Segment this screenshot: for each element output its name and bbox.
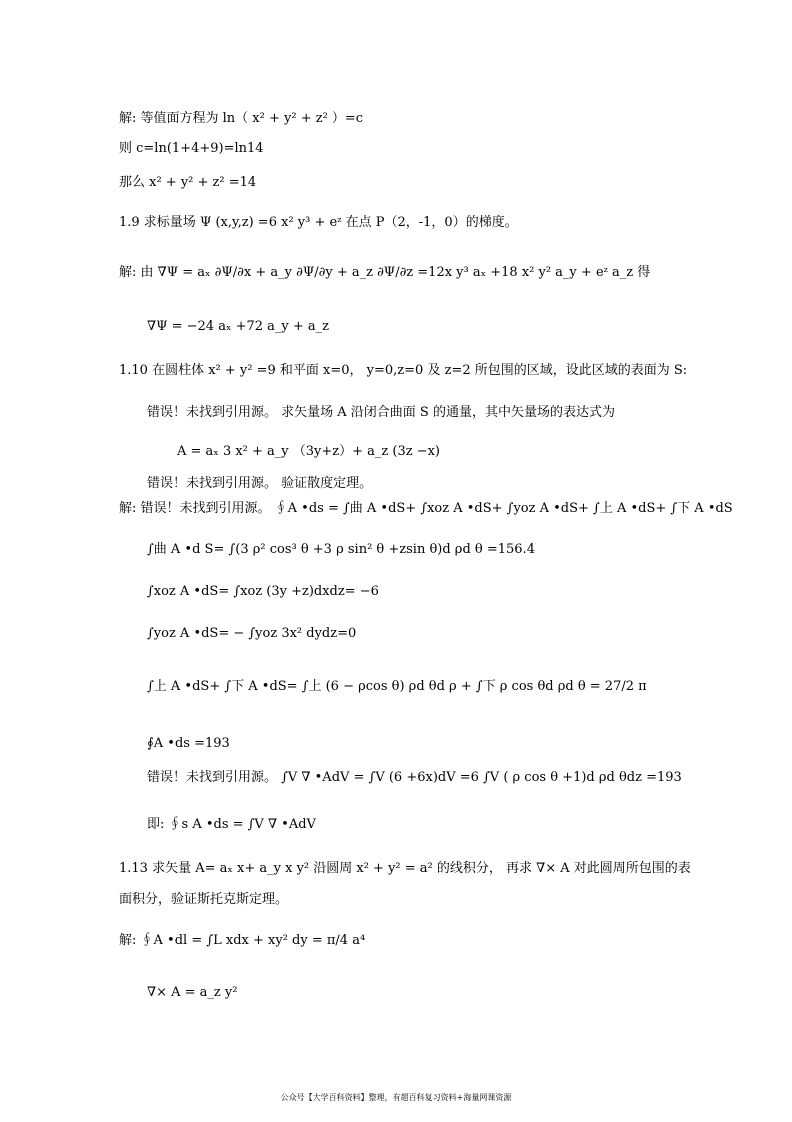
text-line: 解: 由 ∇Ψ = aₓ ∂Ψ/∂x + a_y ∂Ψ/∂y + a_z ∂Ψ/∂z =12x y³ aₓ +18 x² y² a_y + eᶻ a_z 得 bbox=[119, 265, 651, 280]
text-line: 那么 x² + y² + z² =14 bbox=[119, 175, 257, 190]
text-line: ∫上 A •dS+ ∫下 A •dS= ∫上 (6 − ρcos θ) ρd θd ρ + ∫下 ρ cos θd ρd θ = 27/2 π bbox=[147, 679, 647, 694]
page-footer: 公众号【大学百科资料】整理，有超百科复习资料+海量网课资源 bbox=[280, 1093, 512, 1102]
text-line: 1.10 在圆柱体 x² + y² =9 和平面 x=0， y=0,z=0 及 z=2 所包围的区域，设此区域的表面为 S: bbox=[119, 363, 688, 378]
text-line: 即: ∮s A •ds = ∫V ∇ •AdV bbox=[147, 817, 316, 832]
text-line: 解: 等值面方程为 ln（ x² + y² + z² ）=c bbox=[119, 111, 364, 126]
text-line: 1.9 求标量场 Ψ (x,y,z) =6 x² y³ + eᶻ 在点 P（2，-1，0）的梯度。 bbox=[119, 215, 518, 230]
text-line: ∇Ψ = −24 aₓ +72 a_y + a_z bbox=[147, 319, 330, 334]
text-line: 解: ∮A •dl = ∫L xdx + xy² dy = π/4 a⁴ bbox=[119, 933, 366, 948]
text-line: ∫yoz A •dS= − ∫yoz 3x² dydz=0 bbox=[147, 626, 357, 641]
text-line: ∇× A = a_z y² bbox=[147, 985, 238, 1000]
text-line: 面积分，验证斯托克斯定理。 bbox=[119, 892, 289, 907]
text-line: ∫曲 A •d S= ∫(3 ρ² cos³ θ +3 ρ sin² θ +zsin θ)d ρd θ =156.4 bbox=[147, 542, 535, 557]
text-line: 错误！未找到引用源。 验证散度定理。 bbox=[147, 476, 373, 491]
text-line: ∮A •ds =193 bbox=[147, 736, 230, 751]
text-line: 则 c=ln(1+4+9)=ln14 bbox=[119, 141, 264, 156]
text-line: 错误！未找到引用源。 ∫V ∇ •AdV = ∫V (6 +6x)dV =6 ∫V ( ρ cos θ +1)d ρd θdz =193 bbox=[147, 770, 682, 785]
text-line: 解: 错误！未找到引用源。 ∮A •ds = ∫曲 A •dS+ ∫xoz A •dS+ ∫yoz A •dS+ ∫上 A •dS+ ∫下 A •dS bbox=[119, 501, 733, 516]
text-line: A = aₓ 3 x² + a_y （3y+z）+ a_z (3z −x) bbox=[177, 444, 441, 459]
text-line: ∫xoz A •dS= ∫xoz (3y +z)dxdz= −6 bbox=[147, 584, 379, 599]
text-line: 错误！未找到引用源。 求矢量场 A 沿闭合曲面 S 的通量，其中矢量场的表达式为 bbox=[147, 405, 615, 420]
text-line: 1.13 求矢量 A= aₓ x+ a_y x y² 沿圆周 x² + y² = a² 的线积分， 再求 ∇× A 对此圆周所包围的表 bbox=[119, 861, 691, 876]
